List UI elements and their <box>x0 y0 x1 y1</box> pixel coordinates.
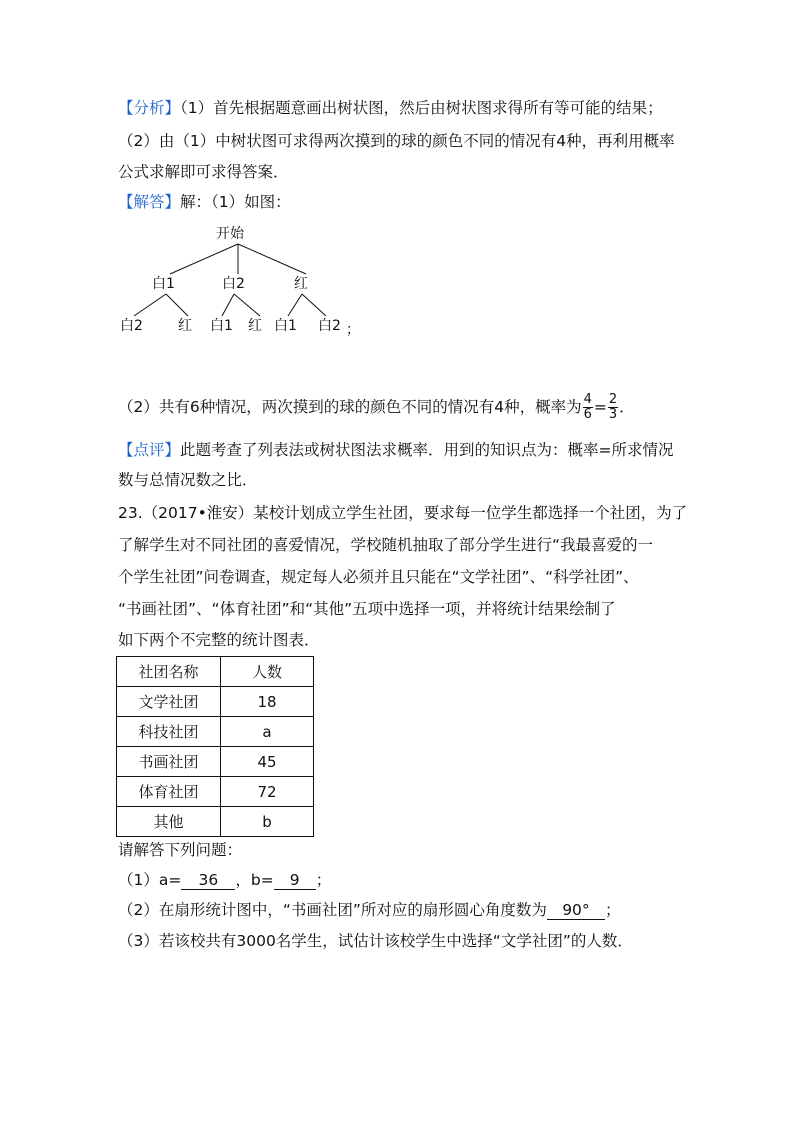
answer-blank-angle: 90° <box>547 901 605 920</box>
tree-diagram <box>110 222 370 342</box>
question-2 <box>118 900 620 920</box>
answer-blank-b: 9 <box>274 871 316 890</box>
table-row <box>117 747 314 777</box>
questions-intro: 请解答下列问题： <box>118 841 243 859</box>
table-cell: b <box>221 807 314 837</box>
tree-edge <box>234 294 260 316</box>
problem-line-3: 个学生社团”问卷调查，规定每人必须并且只能在“文学社团”、“科学社团”、 <box>118 568 639 586</box>
table-cell: 科技社团 <box>117 717 221 747</box>
solution-text-1: 解：（1）如图： <box>180 193 291 211</box>
fraction-2-3 <box>608 393 618 422</box>
tree-node-l2: 红 <box>248 318 262 334</box>
analysis-tag: 【分析】 <box>118 99 181 117</box>
fraction-denominator: 3 <box>608 407 618 422</box>
table-header-row <box>117 657 314 687</box>
tree-node-l1: 白2 <box>222 276 245 292</box>
tree-root: 开始 <box>216 226 244 242</box>
comment-line-1 <box>118 440 674 460</box>
table-row <box>117 807 314 837</box>
problem-line-5: 如下两个不完整的统计图表． <box>118 631 320 649</box>
table-row <box>117 777 314 807</box>
question-3: （3）若该校共有3000名学生，试估计该校学生中选择“文学社团”的人数． <box>118 932 633 950</box>
table-cell: 45 <box>221 747 314 777</box>
table-header: 人数 <box>221 657 314 687</box>
table-cell: 文学社团 <box>117 687 221 717</box>
comment-line-2: 数与总情况数之比． <box>118 471 258 489</box>
table-cell: 18 <box>221 687 314 717</box>
analysis-text-1: （1）首先根据题意画出树状图，然后由树状图求得所有等可能的结果； <box>180 99 663 117</box>
tree-node-l2: 白2 <box>120 318 143 334</box>
analysis-line-2: （2）由（1）中树状图可求得两次摸到的球的颜色不同的情况有4种，再利用概率 <box>118 132 675 150</box>
table-cell: 书画社团 <box>117 747 221 777</box>
question-2-prefix: （2）在扇形统计图中，“书画社团”所对应的扇形圆心角度数为 <box>118 901 547 919</box>
tree-node-l1: 白1 <box>152 276 175 292</box>
tree-edge <box>166 294 188 316</box>
solution-tag: 【解答】 <box>118 193 181 211</box>
question-2-end: ； <box>604 901 621 919</box>
tree-node-l2: 红 <box>178 318 192 334</box>
tree-edge <box>222 294 234 316</box>
problem-line-2: 了解学生对不同社团的喜爱情况，学校随机抽取了部分学生进行“我最喜爱的一 <box>118 536 654 554</box>
problem-line-1: 23.（2017•淮安）某校计划成立学生社团，要求每一位学生都选择一个社团，为了 <box>118 504 688 522</box>
table-header: 社团名称 <box>117 657 221 687</box>
tree-node-l2: 白2 <box>318 318 341 334</box>
table-cell: 其他 <box>117 807 221 837</box>
fraction-numerator: 2 <box>608 392 618 407</box>
solution-part-2-end: ． <box>619 398 635 416</box>
question-1-prefix: （1）a= <box>118 871 182 889</box>
tree-edge <box>238 244 306 274</box>
tree-edge <box>302 294 326 316</box>
tree-edge <box>170 244 238 274</box>
table-cell: 72 <box>221 777 314 807</box>
question-1-end: ； <box>315 871 332 889</box>
problem-line-4: “书画社团”、“体育社团”和“其他”五项中选择一项，并将统计结果绘制了 <box>118 600 616 618</box>
fraction-numerator: 4 <box>583 392 592 407</box>
analysis-line-1 <box>118 98 663 118</box>
table-row <box>117 717 314 747</box>
table-cell: 体育社团 <box>117 777 221 807</box>
tree-node-l1: 红 <box>294 276 308 292</box>
analysis-line-3: 公式求解即可求得答案． <box>118 163 289 181</box>
table-row <box>117 687 314 717</box>
tree-node-l2: 白1 <box>210 318 233 334</box>
question-1 <box>118 870 331 890</box>
tree-edge <box>134 294 166 316</box>
tree-edge <box>288 294 302 316</box>
question-1-mid: ，b= <box>235 871 274 889</box>
solution-part-2-text: （2）共有6种情况，两次摸到的球的颜色不同的情况有4种，概率为 <box>118 398 582 416</box>
fraction-4-6 <box>583 393 593 422</box>
answer-blank-a: 36 <box>181 871 235 890</box>
table-cell: a <box>221 717 314 747</box>
equals-sign: = <box>593 398 607 416</box>
solution-part-2 <box>118 393 635 422</box>
solution-line-1 <box>118 192 291 212</box>
fraction-denominator: 6 <box>583 407 592 422</box>
tree-end-mark: ； <box>346 322 360 338</box>
comment-tag: 【点评】 <box>118 441 181 459</box>
tree-node-l2: 白1 <box>274 318 297 334</box>
club-table <box>116 656 314 837</box>
comment-text-1: 此题考查了列表法或树状图法求概率．用到的知识点为：概率=所求情况 <box>180 441 674 459</box>
